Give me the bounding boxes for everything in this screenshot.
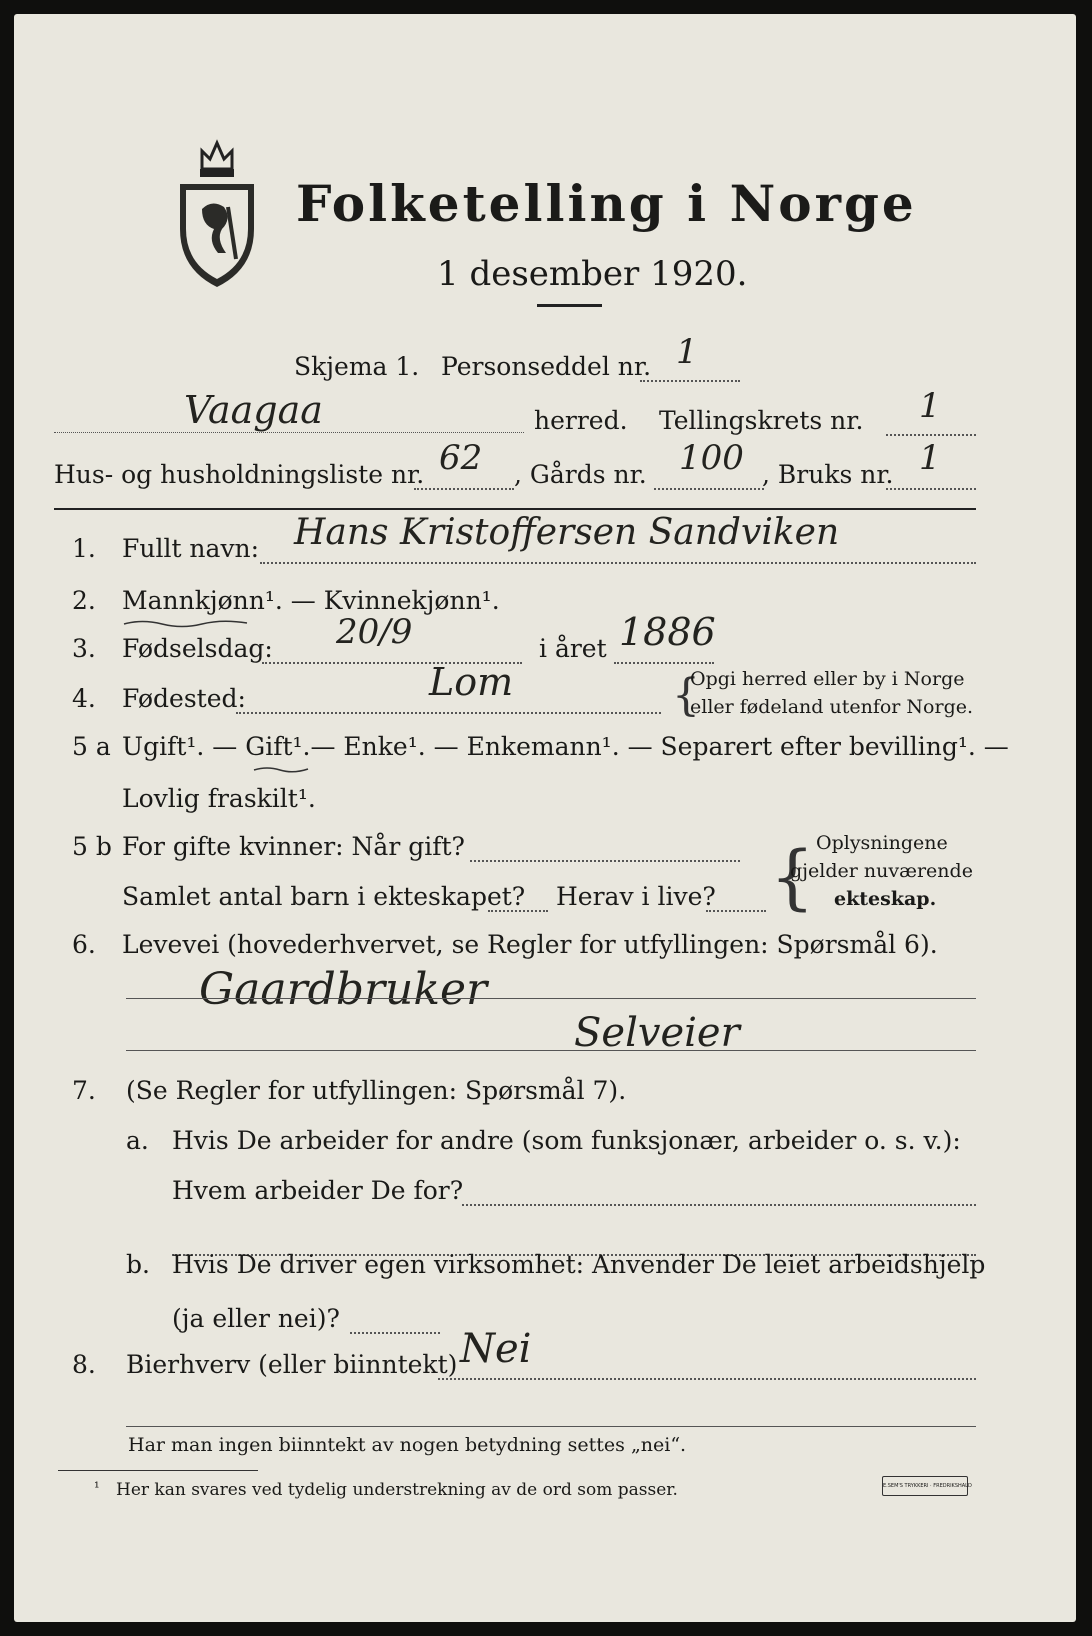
occupation-field-2[interactable] <box>126 1050 976 1051</box>
full-name-value: Hans Kristoffersen Sandviken <box>294 512 840 553</box>
printer-stamp-text: E.SEM'S TRYKKERI · FREDRIKSHALD <box>883 1483 972 1489</box>
footnote-mark: ¹ <box>94 1480 100 1496</box>
q5b-number: 5 b <box>72 832 112 861</box>
q7a-line2: Hvem arbeider De for? <box>172 1176 464 1205</box>
gender-options: Mannkjønn¹. — Kvinnekjønn¹. <box>122 586 500 615</box>
side-income-field-2[interactable] <box>126 1426 976 1427</box>
q7b-letter: b. <box>126 1250 150 1279</box>
printer-stamp <box>882 1476 972 1496</box>
birthplace-note-brace: { <box>672 670 700 721</box>
skjema-label: Skjema 1. <box>294 352 420 381</box>
bruks-field[interactable] <box>886 488 976 490</box>
hired-help-field[interactable] <box>350 1332 440 1334</box>
tellingskrets-label: Tellingskrets nr. <box>659 406 864 435</box>
q5b-line2: Samlet antal barn i ekteskapet? <box>122 882 526 911</box>
bruks-label: , Bruks nr. <box>762 460 894 489</box>
gards-label: , Gårds nr. <box>514 460 647 489</box>
q5a-number: 5 a <box>72 732 111 761</box>
q5b-line1: For gifte kvinner: Når gift? <box>122 832 465 861</box>
employer-field[interactable] <box>462 1204 976 1206</box>
tellingskrets-field[interactable] <box>886 434 976 436</box>
q8-number: 8. <box>72 1350 96 1379</box>
birthplace-value: Lom <box>429 660 514 704</box>
birthplace-field[interactable] <box>236 712 661 714</box>
q2-number: 2. <box>72 586 96 615</box>
occupation-field-1[interactable] <box>126 998 976 999</box>
marital-status-options: Ugift¹. — Gift¹.— Enke¹. — Enkemann¹. — Separert efter bevilling¹. — <box>122 732 1009 761</box>
footnote-divider <box>58 1470 258 1471</box>
herred-field[interactable] <box>54 432 524 433</box>
footer-note: Har man ingen biinntekt av nogen betydning settes „nei“. <box>128 1434 687 1456</box>
full-name-field[interactable] <box>260 562 976 564</box>
q6-number: 6. <box>72 930 96 959</box>
birthplace-note-line2: eller fødeland utenfor Norge. <box>690 696 974 718</box>
census-form-sheet <box>14 14 1076 1622</box>
birth-year-field[interactable] <box>614 662 714 664</box>
q7a-letter: a. <box>126 1126 149 1155</box>
q7b-line1: Hvis De driver egen virksomhet: Anvender De leiet arbeidshjelp <box>172 1250 986 1279</box>
children-living-field[interactable] <box>706 910 766 912</box>
q7b-line2: (ja eller nei)? <box>172 1304 340 1333</box>
q1-label: Fullt navn: <box>122 534 260 563</box>
personseddel-field[interactable] <box>640 380 740 382</box>
personseddel-value: 1 <box>676 332 698 372</box>
mannkjonn-underline <box>122 614 252 633</box>
birth-year-label: i året <box>539 634 607 663</box>
marriage-note-line3: ekteskap. <box>834 888 937 910</box>
hus-value: 62 <box>439 438 483 478</box>
gards-field[interactable] <box>654 488 764 490</box>
gards-value: 100 <box>679 438 744 478</box>
birth-year-value: 1886 <box>619 610 716 654</box>
q7a-line1: Hvis De arbeider for andre (som funksjonær, arbeider o. s. v.): <box>172 1126 961 1155</box>
hus-label: Hus- og husholdningsliste nr. <box>54 460 425 489</box>
q3-label: Fødselsdag: <box>122 634 273 663</box>
children-count-field[interactable] <box>488 910 548 912</box>
occupation-value-2: Selveier <box>574 1010 740 1056</box>
form-title: Folketelling i Norge <box>296 174 917 233</box>
marital-status-line2: Lovlig fraskilt¹. <box>122 784 316 813</box>
gift-underline <box>252 760 312 779</box>
q4-label: Fødested: <box>122 684 246 713</box>
footnote-text: Her kan svares ved tydelig understrekning av de ord som passer. <box>116 1480 678 1500</box>
marriage-note-line2: gjelder nuværende <box>790 860 973 882</box>
bruks-value: 1 <box>919 438 941 478</box>
birthplace-note-line1: Opgi herred eller by i Norge <box>690 668 965 690</box>
title-divider <box>537 304 602 307</box>
herred-value: Vaagaa <box>184 388 323 432</box>
q6-label: Levevei (hovederhvervet, se Regler for utfyllingen: Spørsmål 6). <box>122 930 938 959</box>
form-date: 1 desember 1920. <box>437 254 748 294</box>
marriage-note-brace: { <box>770 836 815 918</box>
q5b-line2b: Herav i live? <box>556 882 716 911</box>
side-income-value: Nei <box>460 1326 532 1372</box>
header-divider <box>54 508 976 510</box>
occupation-value-1: Gaardbruker <box>199 964 488 1015</box>
q7-number: 7. <box>72 1076 96 1105</box>
hus-field[interactable] <box>414 488 514 490</box>
personseddel-label: Personseddel nr. <box>441 352 652 381</box>
tellingskrets-value: 1 <box>919 386 941 426</box>
q3-number: 3. <box>72 634 96 663</box>
q4-number: 4. <box>72 684 96 713</box>
birthday-value: 20/9 <box>336 612 413 652</box>
q1-number: 1. <box>72 534 96 563</box>
married-when-field[interactable] <box>470 860 740 862</box>
coat-of-arms-icon <box>172 129 262 293</box>
q7-label: (Se Regler for utfyllingen: Spørsmål 7). <box>126 1076 627 1105</box>
herred-label: herred. <box>534 406 628 435</box>
side-income-field[interactable] <box>438 1378 976 1380</box>
marriage-note-line1: Oplysningene <box>816 832 948 854</box>
q8-label: Bierhverv (eller biinntekt) <box>126 1350 458 1379</box>
